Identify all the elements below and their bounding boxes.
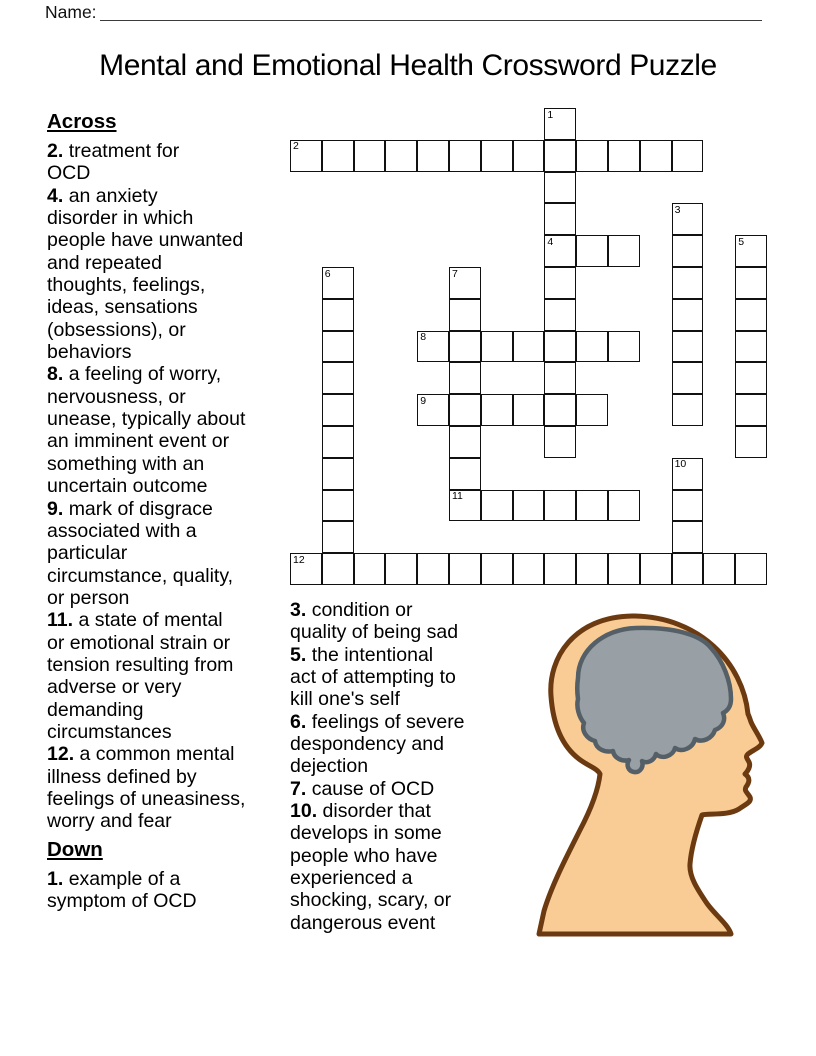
clue-2: 2. treatment for OCD <box>47 140 180 185</box>
grid-cell-r8c8[interactable] <box>544 362 576 394</box>
clue-number: 6. <box>290 710 312 733</box>
down-heading: Down <box>47 837 103 861</box>
grid-cell-r1c6[interactable] <box>481 140 513 172</box>
grid-cell-r13c1[interactable] <box>322 521 354 553</box>
grid-cell-r14c11[interactable] <box>640 553 672 585</box>
clue-number: 7. <box>290 777 312 800</box>
grid-number: 3 <box>674 203 681 216</box>
grid-cell-r1c8[interactable] <box>544 140 576 172</box>
clue-4: 4. an anxiety disorder in which people have unwanted and repeated thoughts, feelings, ideas, sensations (obsessions), or behaviors <box>47 184 244 364</box>
grid-cell-r9c7[interactable] <box>513 394 545 426</box>
grid-cell-r4c8[interactable] <box>544 235 576 267</box>
across-clue-list <box>47 140 291 833</box>
grid-cell-r10c8[interactable] <box>544 426 576 458</box>
grid-cell-r7c12[interactable] <box>672 331 704 363</box>
grid-cell-r12c10[interactable] <box>608 490 640 522</box>
grid-cell-r7c7[interactable] <box>513 331 545 363</box>
clue-number: 11. <box>47 609 79 632</box>
grid-cell-r7c4[interactable] <box>417 331 449 363</box>
grid-cell-r6c5[interactable] <box>449 299 481 331</box>
grid-cell-r12c6[interactable] <box>481 490 513 522</box>
clue-12: 12. a common mental illness defined by feelings of uneasiness, worry and fear <box>47 743 246 833</box>
grid-cell-r1c0[interactable] <box>290 140 322 172</box>
grid-cell-r1c11[interactable] <box>640 140 672 172</box>
grid-cell-r9c6[interactable] <box>481 394 513 426</box>
clue-number: 12. <box>47 743 80 766</box>
grid-cell-r4c9[interactable] <box>576 235 608 267</box>
grid-number: 11 <box>452 490 463 503</box>
name-blank-line[interactable] <box>100 3 762 21</box>
grid-cell-r1c2[interactable] <box>354 140 386 172</box>
grid-cell-r3c12[interactable] <box>672 203 704 235</box>
clue-number: 3. <box>290 599 312 621</box>
grid-cell-r9c12[interactable] <box>672 394 704 426</box>
grid-cell-r11c12[interactable] <box>672 458 704 490</box>
grid-cell-r11c5[interactable] <box>449 458 481 490</box>
grid-cell-r7c5[interactable] <box>449 331 481 363</box>
grid-cell-r1c7[interactable] <box>513 140 545 172</box>
grid-cell-r7c9[interactable] <box>576 331 608 363</box>
grid-cell-r7c10[interactable] <box>608 331 640 363</box>
grid-cell-r1c9[interactable] <box>576 140 608 172</box>
grid-number: 10 <box>674 458 687 471</box>
grid-cell-r1c10[interactable] <box>608 140 640 172</box>
grid-cell-r12c5[interactable] <box>449 490 481 522</box>
grid-cell-r3c8[interactable] <box>544 203 576 235</box>
clue-1: 1. example of a symptom of OCD <box>47 867 197 912</box>
clue-number: 8. <box>47 363 69 386</box>
grid-cell-r7c8[interactable] <box>544 331 576 363</box>
grid-cell-r8c12[interactable] <box>672 362 704 394</box>
grid-cell-r6c14[interactable] <box>735 299 767 331</box>
grid-cell-r5c14[interactable] <box>735 267 767 299</box>
grid-cell-r14c13[interactable] <box>703 553 735 585</box>
grid-number: 8 <box>420 331 427 344</box>
grid-cell-r6c8[interactable] <box>544 299 576 331</box>
clue-number: 9. <box>47 497 69 520</box>
clue-column-middle <box>290 599 516 934</box>
clue-10: 10. disorder that develops in some people who have experienced a shocking, scary, or dangerous event <box>290 800 452 934</box>
grid-cell-r14c14[interactable] <box>735 553 767 585</box>
grid-cell-r1c12[interactable] <box>672 140 704 172</box>
grid-cell-r0c8[interactable] <box>544 108 576 140</box>
grid-cell-r1c4[interactable] <box>417 140 449 172</box>
grid-cell-r9c8[interactable] <box>544 394 576 426</box>
clue-6: 6. feelings of severe despondency and dejection <box>290 710 465 778</box>
clue-number: 2. <box>47 140 69 162</box>
grid-cell-r6c12[interactable] <box>672 299 704 331</box>
grid-cell-r4c10[interactable] <box>608 235 640 267</box>
grid-cell-r14c6[interactable] <box>481 553 513 585</box>
grid-cell-r5c5[interactable] <box>449 267 481 299</box>
grid-cell-r12c9[interactable] <box>576 490 608 522</box>
grid-cell-r4c14[interactable] <box>735 235 767 267</box>
grid-number: 2 <box>293 140 299 153</box>
down-clue-list-left <box>47 868 291 913</box>
grid-cell-r6c1[interactable] <box>322 299 354 331</box>
clue-11: 11. a state of mental or emotional strain or tension resulting from adverse or very demanding circumstances <box>47 609 234 743</box>
grid-cell-r12c8[interactable] <box>544 490 576 522</box>
grid-number: 6 <box>324 267 331 280</box>
grid-cell-r7c1[interactable] <box>322 331 354 363</box>
clue-5: 5. the intentional act of attempting to kill one's self <box>290 643 456 711</box>
grid-cell-r4c12[interactable] <box>672 235 704 267</box>
clue-3: 3. condition or quality of being sad <box>290 599 459 644</box>
grid-cell-r9c4[interactable] <box>417 394 449 426</box>
clue-number: 1. <box>47 867 69 890</box>
grid-cell-r5c8[interactable] <box>544 267 576 299</box>
grid-cell-r14c5[interactable] <box>449 553 481 585</box>
grid-cell-r14c1[interactable] <box>322 553 354 585</box>
grid-cell-r14c9[interactable] <box>576 553 608 585</box>
grid-cell-r14c7[interactable] <box>513 553 545 585</box>
grid-cell-r14c0[interactable] <box>290 553 322 585</box>
grid-cell-r10c14[interactable] <box>735 426 767 458</box>
grid-cell-r12c1[interactable] <box>322 490 354 522</box>
grid-cell-r14c10[interactable] <box>608 553 640 585</box>
grid-cell-r9c14[interactable] <box>735 394 767 426</box>
grid-cell-r14c12[interactable] <box>672 553 704 585</box>
grid-cell-r14c2[interactable] <box>354 553 386 585</box>
clue-7: 7. cause of OCD <box>290 777 435 800</box>
grid-cell-r8c5[interactable] <box>449 362 481 394</box>
clue-number: 10. <box>290 800 323 823</box>
grid-number: 5 <box>738 235 745 248</box>
clue-number: 5. <box>290 643 312 666</box>
clue-9: 9. mark of disgrace associated with a particular circumstance, quality, or person <box>47 497 234 609</box>
clue-8: 8. a feeling of worry, nervousness, or unease, typically about an imminent event or something with an uncertain outcome <box>47 363 246 498</box>
grid-cell-r1c3[interactable] <box>385 140 417 172</box>
grid-cell-r7c14[interactable] <box>735 331 767 363</box>
grid-number: 4 <box>547 235 554 248</box>
grid-cell-r11c1[interactable] <box>322 458 354 490</box>
down-clue-list-middle <box>290 599 516 934</box>
grid-cell-r5c1[interactable] <box>322 267 354 299</box>
grid-number: 9 <box>420 394 427 407</box>
page-title: Mental and Emotional Health Crossword Puzzle <box>99 49 717 82</box>
clue-column-left <box>47 110 291 912</box>
grid-cell-r2c8[interactable] <box>544 172 576 204</box>
grid-cell-r12c7[interactable] <box>513 490 545 522</box>
grid-cell-r14c3[interactable] <box>385 553 417 585</box>
grid-cell-r5c12[interactable] <box>672 267 704 299</box>
grid-cell-r1c1[interactable] <box>322 140 354 172</box>
grid-number: 7 <box>452 267 458 280</box>
grid-cell-r8c14[interactable] <box>735 362 767 394</box>
grid-cell-r12c12[interactable] <box>672 490 704 522</box>
grid-number: 1 <box>547 108 554 121</box>
grid-cell-r14c8[interactable] <box>544 553 576 585</box>
grid-cell-r1c5[interactable] <box>449 140 481 172</box>
grid-number: 12 <box>293 553 305 566</box>
name-label: Name: <box>45 2 97 22</box>
grid-cell-r8c1[interactable] <box>322 362 354 394</box>
across-heading: Across <box>47 110 117 133</box>
crossword-grid <box>290 108 767 585</box>
grid-cell-r9c9[interactable] <box>576 394 608 426</box>
grid-cell-r9c1[interactable] <box>322 394 354 426</box>
head-profile-illustration <box>532 606 802 940</box>
grid-cell-r10c5[interactable] <box>449 426 481 458</box>
grid-cell-r9c5[interactable] <box>449 394 481 426</box>
clue-number: 4. <box>47 184 69 207</box>
grid-cell-r7c6[interactable] <box>481 331 513 363</box>
grid-cell-r13c12[interactable] <box>672 521 704 553</box>
grid-cell-r14c4[interactable] <box>417 553 449 585</box>
grid-cell-r10c1[interactable] <box>322 426 354 458</box>
